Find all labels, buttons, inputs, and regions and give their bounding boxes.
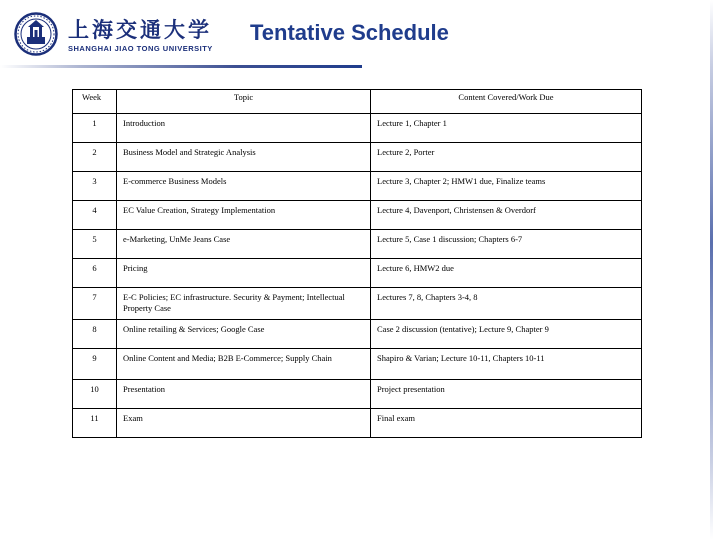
- week-cell: 4: [73, 201, 117, 230]
- content-cell: Lectures 7, 8, Chapters 3-4, 8: [371, 288, 642, 320]
- content-cell: Shapiro & Varian; Lecture 10-11, Chapters 10-11: [371, 348, 642, 379]
- week-cell: 9: [73, 348, 117, 379]
- header-topic: Topic: [117, 90, 371, 114]
- university-name-cn: 上海交通大学: [68, 17, 212, 42]
- topic-cell: EC Value Creation, Strategy Implementation: [117, 201, 371, 230]
- week-cell: 11: [73, 408, 117, 437]
- topic-cell: E-commerce Business Models: [117, 172, 371, 201]
- content-cell: Lecture 1, Chapter 1: [371, 114, 642, 143]
- week-cell: 5: [73, 230, 117, 259]
- content-cell: Lecture 3, Chapter 2; HMW1 due, Finalize teams: [371, 172, 642, 201]
- header-content: Content Covered/Work Due: [371, 90, 642, 114]
- week-cell: 10: [73, 379, 117, 408]
- week-cell: 2: [73, 143, 117, 172]
- table-row: [73, 408, 642, 437]
- week-cell: 6: [73, 259, 117, 288]
- topic-cell: Presentation: [117, 379, 371, 408]
- table-row: [73, 319, 642, 348]
- table-row: [73, 348, 642, 379]
- content-cell: Lecture 5, Case 1 discussion; Chapters 6-7: [371, 230, 642, 259]
- content-cell: Final exam: [371, 408, 642, 437]
- topic-cell: Pricing: [117, 259, 371, 288]
- table-row: [73, 114, 642, 143]
- title-underline: [0, 65, 362, 68]
- table-row: [73, 172, 642, 201]
- page-title: Tentative Schedule: [250, 20, 449, 45]
- topic-cell: Introduction: [117, 114, 371, 143]
- table-row: [73, 201, 642, 230]
- topic-cell: E-C Policies; EC infrastructure. Security & Payment; Intellectual Property Case: [117, 288, 371, 320]
- university-emblem-icon: [14, 12, 58, 56]
- slide-edge-bar: [710, 0, 713, 540]
- topic-cell: Exam: [117, 408, 371, 437]
- topic-cell: Business Model and Strategic Analysis: [117, 143, 371, 172]
- table-row: [73, 288, 642, 320]
- content-cell: Lecture 6, HMW2 due: [371, 259, 642, 288]
- university-logo: [14, 12, 213, 58]
- table-row: [73, 230, 642, 259]
- table-row: [73, 379, 642, 408]
- content-cell: Project presentation: [371, 379, 642, 408]
- header-week: Week: [73, 90, 117, 114]
- week-cell: 1: [73, 114, 117, 143]
- university-name-en: SHANGHAI JIAO TONG UNIVERSITY: [68, 44, 213, 53]
- topic-cell: e-Marketing, UnMe Jeans Case: [117, 230, 371, 259]
- content-cell: Lecture 4, Davenport, Christensen & Overdorf: [371, 201, 642, 230]
- content-cell: Case 2 discussion (tentative); Lecture 9, Chapter 9: [371, 319, 642, 348]
- topic-cell: Online Content and Media; B2B E-Commerce; Supply Chain: [117, 348, 371, 379]
- topic-cell: Online retailing & Services; Google Case: [117, 319, 371, 348]
- content-cell: Lecture 2, Porter: [371, 143, 642, 172]
- week-cell: 7: [73, 288, 117, 320]
- week-cell: 3: [73, 172, 117, 201]
- table-row: [73, 143, 642, 172]
- schedule-table: [72, 89, 642, 438]
- table-row: [73, 259, 642, 288]
- week-cell: 8: [73, 319, 117, 348]
- table-header-row: [73, 90, 642, 114]
